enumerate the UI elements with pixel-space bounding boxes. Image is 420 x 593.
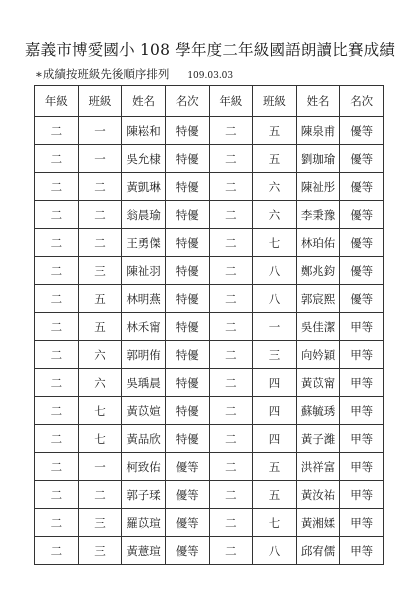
rank-cell: 優等 (165, 453, 209, 481)
grade-cell: 二 (35, 369, 79, 397)
grade-cell: 二 (209, 425, 253, 453)
grade-cell: 二 (35, 201, 79, 229)
class-cell: 八 (253, 285, 297, 313)
grade-cell: 二 (209, 145, 253, 173)
name-cell: 陳崧和 (122, 117, 166, 145)
grade-cell: 二 (35, 313, 79, 341)
name-cell: 鄭兆鈞 (296, 257, 340, 285)
name-cell: 黃子濰 (296, 425, 340, 453)
name-cell: 陳泉甫 (296, 117, 340, 145)
name-cell: 陳祉羽 (122, 257, 166, 285)
grade-cell: 二 (209, 117, 253, 145)
rank-cell: 特優 (165, 425, 209, 453)
class-cell: 五 (253, 117, 297, 145)
name-cell: 郭子瑈 (122, 481, 166, 509)
rank-cell: 特優 (165, 397, 209, 425)
rank-cell: 優等 (165, 481, 209, 509)
grade-cell: 二 (209, 341, 253, 369)
grade-cell: 二 (35, 285, 79, 313)
class-cell: 二 (78, 201, 122, 229)
rank-cell: 特優 (165, 369, 209, 397)
rank-cell: 甲等 (340, 509, 384, 537)
grade-cell: 二 (209, 369, 253, 397)
grade-cell: 二 (35, 453, 79, 481)
name-cell: 柯致佑 (122, 453, 166, 481)
rank-cell: 特優 (165, 313, 209, 341)
class-cell: 六 (253, 173, 297, 201)
grade-cell: 二 (35, 173, 79, 201)
class-cell: 七 (78, 425, 122, 453)
class-cell: 六 (253, 201, 297, 229)
name-cell: 李秉豫 (296, 201, 340, 229)
results-table-body (35, 117, 384, 565)
rank-cell: 特優 (165, 173, 209, 201)
rank-cell: 優等 (340, 285, 384, 313)
table-row (35, 369, 384, 397)
name-cell: 林明燕 (122, 285, 166, 313)
rank-cell: 特優 (165, 201, 209, 229)
grade-cell: 二 (209, 257, 253, 285)
table-row (35, 117, 384, 145)
rank-cell: 甲等 (340, 425, 384, 453)
rank-cell: 優等 (165, 537, 209, 565)
grade-cell: 二 (35, 117, 79, 145)
grade-cell: 二 (35, 509, 79, 537)
grade-cell: 二 (35, 481, 79, 509)
name-cell: 郭宸熙 (296, 285, 340, 313)
name-cell: 陳祉彤 (296, 173, 340, 201)
sort-note-text: ∗成績按班級先後順序排列 (35, 67, 170, 81)
grade-cell: 二 (35, 341, 79, 369)
sort-note (35, 66, 233, 82)
results-table-head (35, 86, 384, 117)
class-cell: 五 (78, 313, 122, 341)
rank-cell: 甲等 (340, 481, 384, 509)
rank-cell: 特優 (165, 117, 209, 145)
class-cell: 七 (253, 509, 297, 537)
name-cell: 林禾甯 (122, 313, 166, 341)
rank-cell: 優等 (340, 145, 384, 173)
header-row (35, 86, 384, 117)
class-header: 班級 (78, 86, 122, 117)
name-cell: 郭明侑 (122, 341, 166, 369)
name-cell: 黃苡媗 (122, 397, 166, 425)
name-cell: 吳佳潔 (296, 313, 340, 341)
class-cell: 三 (78, 509, 122, 537)
class-cell: 一 (253, 313, 297, 341)
rank-cell: 優等 (340, 201, 384, 229)
table-row (35, 509, 384, 537)
name-cell: 黃凱琳 (122, 173, 166, 201)
name-cell: 羅苡瑄 (122, 509, 166, 537)
rank-cell: 特優 (165, 257, 209, 285)
class-cell: 一 (78, 145, 122, 173)
name-cell: 蘇毓琇 (296, 397, 340, 425)
class-cell: 六 (78, 341, 122, 369)
table-row (35, 313, 384, 341)
grade-cell: 二 (209, 285, 253, 313)
name-cell: 黃薏瑄 (122, 537, 166, 565)
class-header: 班級 (253, 86, 297, 117)
grade-cell: 二 (209, 173, 253, 201)
rank-cell: 甲等 (340, 313, 384, 341)
name-cell: 吳瑀晨 (122, 369, 166, 397)
class-cell: 一 (78, 453, 122, 481)
table-row (35, 425, 384, 453)
name-cell: 林珀佑 (296, 229, 340, 257)
class-cell: 七 (78, 397, 122, 425)
results-table (34, 85, 384, 565)
table-row (35, 397, 384, 425)
grade-cell: 二 (209, 481, 253, 509)
class-cell: 四 (253, 369, 297, 397)
grade-cell: 二 (209, 509, 253, 537)
class-cell: 二 (78, 481, 122, 509)
rank-cell: 甲等 (340, 341, 384, 369)
table-row (35, 537, 384, 565)
document-date: 109.03.03 (187, 71, 234, 81)
grade-cell: 二 (209, 453, 253, 481)
class-cell: 七 (253, 229, 297, 257)
name-cell: 吳允棣 (122, 145, 166, 173)
grade-cell: 二 (35, 425, 79, 453)
grade-cell: 二 (35, 537, 79, 565)
class-cell: 六 (78, 369, 122, 397)
table-row (35, 257, 384, 285)
name-cell: 黃汝祐 (296, 481, 340, 509)
grade-cell: 二 (209, 229, 253, 257)
name-header: 姓名 (122, 86, 166, 117)
class-cell: 五 (253, 453, 297, 481)
rank-cell: 特優 (165, 229, 209, 257)
class-cell: 一 (78, 117, 122, 145)
grade-cell: 二 (35, 229, 79, 257)
rank-cell: 優等 (340, 117, 384, 145)
name-header: 姓名 (296, 86, 340, 117)
grade-cell: 二 (35, 397, 79, 425)
rank-cell: 優等 (340, 257, 384, 285)
class-cell: 四 (253, 425, 297, 453)
grade-cell: 二 (209, 201, 253, 229)
name-cell: 王勇傑 (122, 229, 166, 257)
table-row (35, 201, 384, 229)
name-cell: 黃苡甯 (296, 369, 340, 397)
class-cell: 五 (253, 481, 297, 509)
table-row (35, 145, 384, 173)
rank-cell: 優等 (340, 173, 384, 201)
name-cell: 翁晨瑜 (122, 201, 166, 229)
grade-cell: 二 (35, 145, 79, 173)
rank-header: 名次 (340, 86, 384, 117)
rank-cell: 甲等 (340, 397, 384, 425)
document-title: 嘉義市博愛國小 108 學年度二年級國語朗讀比賽成績 (24, 41, 396, 59)
name-cell: 向妗穎 (296, 341, 340, 369)
name-cell: 洪祥富 (296, 453, 340, 481)
class-cell: 五 (78, 285, 122, 313)
name-cell: 黃品欣 (122, 425, 166, 453)
class-cell: 二 (78, 173, 122, 201)
class-cell: 八 (253, 537, 297, 565)
name-cell: 黃湘媃 (296, 509, 340, 537)
class-cell: 三 (253, 341, 297, 369)
grade-cell: 二 (209, 313, 253, 341)
rank-cell: 甲等 (340, 369, 384, 397)
rank-cell: 甲等 (340, 537, 384, 565)
table-row (35, 285, 384, 313)
class-cell: 四 (253, 397, 297, 425)
name-cell: 邱宥儒 (296, 537, 340, 565)
rank-cell: 優等 (165, 509, 209, 537)
class-cell: 五 (253, 145, 297, 173)
grade-header: 年級 (35, 86, 79, 117)
class-cell: 八 (253, 257, 297, 285)
table-row (35, 173, 384, 201)
grade-header: 年級 (209, 86, 253, 117)
rank-cell: 特優 (165, 341, 209, 369)
table-row (35, 453, 384, 481)
class-cell: 三 (78, 537, 122, 565)
rank-cell: 特優 (165, 145, 209, 173)
grade-cell: 二 (209, 537, 253, 565)
rank-cell: 甲等 (340, 453, 384, 481)
table-row (35, 481, 384, 509)
table-row (35, 229, 384, 257)
grade-cell: 二 (209, 397, 253, 425)
rank-cell: 優等 (340, 229, 384, 257)
class-cell: 三 (78, 257, 122, 285)
name-cell: 劉珈瑜 (296, 145, 340, 173)
rank-cell: 特優 (165, 285, 209, 313)
rank-header: 名次 (165, 86, 209, 117)
table-row (35, 341, 384, 369)
class-cell: 二 (78, 229, 122, 257)
grade-cell: 二 (35, 257, 79, 285)
